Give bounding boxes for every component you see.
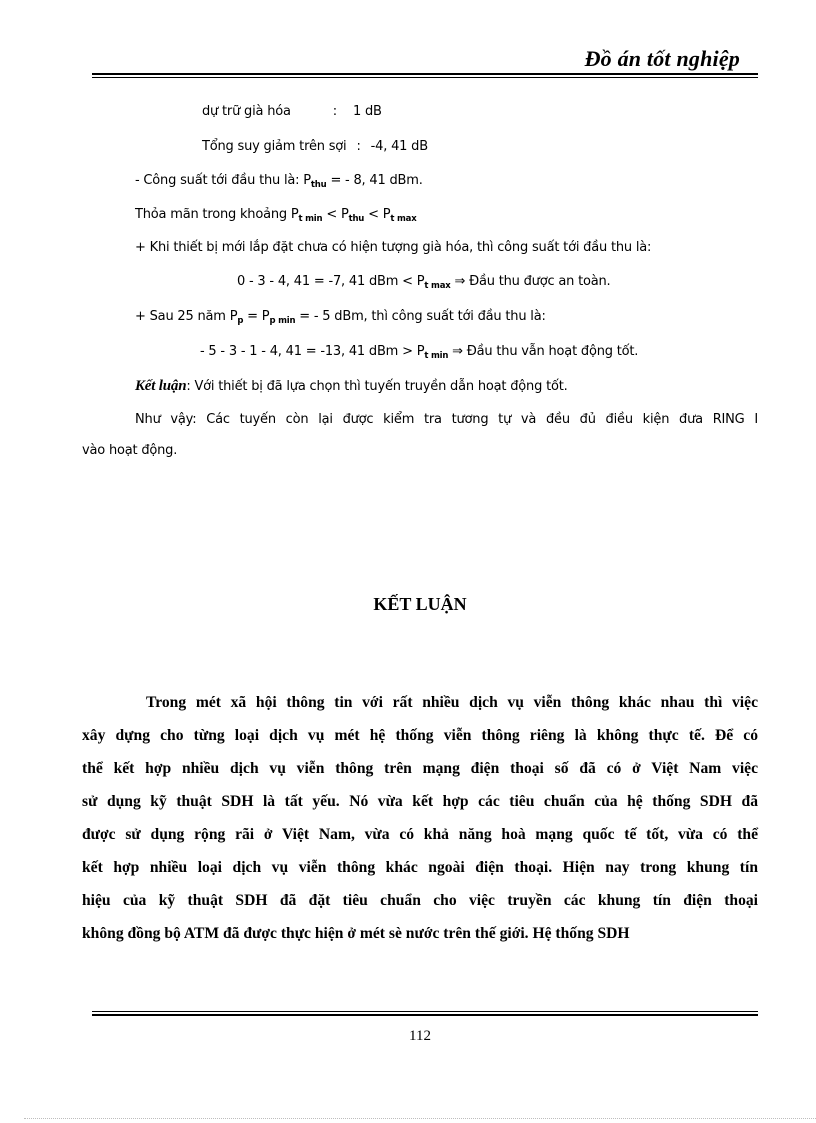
total-loss-line: Tổng suy giảm trên sợi : -4, 41 dB (202, 139, 428, 154)
conclusion-keyword: Kết luận (135, 378, 187, 394)
after-25-years-case-line: + Sau 25 năm $P_p = P_{p min}$ = - 5 dBm, thì công suất tới đầu thu là: (135, 309, 546, 326)
power-range-line: Thỏa mãn trong khoảng $P_{t min} < P_{thu} < P_{t max}$ (135, 207, 417, 224)
document-header-title: Đồ án tốt nghiệp (584, 46, 740, 71)
page-number: 112 (409, 1028, 431, 1044)
page-edge-dotted-line (24, 1118, 816, 1119)
conclusion-line: thể kết hợp nhiều dịch vụ viễn thông trên mạng điện thoại số đã có ở Việt Nam việc (82, 760, 758, 777)
conclusion-line: hiệu của kỹ thuật SDH đã đặt tiêu chuẩn cho việc truyền các khung tín điện thoại (82, 892, 758, 909)
conclusion-line: không đồng bộ ATM đã được thực hiện ở mét sè nước trên thế giới. Hệ thống SDH (82, 925, 630, 942)
conclusion-line: kết hợp nhiều loại dịch vụ viễn thông khác ngoài điện thoại. Hiện nay trong khung tín (82, 859, 758, 876)
remaining-routes-line-1: Như vậy: Các tuyến còn lại được kiểm tra tương tự và đều đủ điều kiện đưa RING I (135, 412, 758, 427)
new-equipment-case-line: + Khi thiết bị mới lắp đặt chưa có hiện tượng già hóa, thì công suất tới đầu thu là: (135, 240, 652, 255)
conclusion-line: sử dụng kỹ thuật SDH là tất yếu. Nó vừa kết hợp các tiêu chuẩn của hệ thống SDH đã (82, 793, 758, 810)
footer-rule (92, 1011, 758, 1016)
aging-margin-line: dự trữ già hóa : 1 dB (202, 104, 382, 119)
received-power-line: - Công suất tới đầu thu là: $P_{thu}$ = - 8, 41 dBm. (135, 173, 423, 190)
conclusion-line: xây dựng cho từng loại dịch vụ mét hệ thống viễn thông riêng là không thực tế. Để có (82, 727, 758, 744)
conclusion-line: Trong mét xã hội thông tin với rất nhiều dịch vụ viễn thông khác nhau thì việc (146, 694, 758, 711)
header-rule (92, 73, 758, 78)
remaining-routes-line-2: vào hoạt động. (82, 443, 178, 458)
conclusion-line: được sử dụng rộng rãi ở Việt Nam, vừa có khả năng hoà mạng quốc tế tốt, vừa có thể (82, 826, 758, 843)
short-conclusion-line: Kết luận: Với thiết bị đã lựa chọn thì tuyến truyền dẫn hoạt động tốt. (135, 378, 568, 394)
new-equipment-equation: 0 - 3 - 4, 41 = -7, 41 dBm < $P_{t max}$ ⇒ Đầu thu được an toàn. (237, 274, 611, 291)
after-25-years-equation: - 5 - 3 - 1 - 4, 41 = -13, 41 dBm > $P_{t min}$ ⇒ Đầu thu vẫn hoạt động tốt. (200, 344, 639, 361)
section-heading: KẾT LUẬN (373, 594, 467, 614)
